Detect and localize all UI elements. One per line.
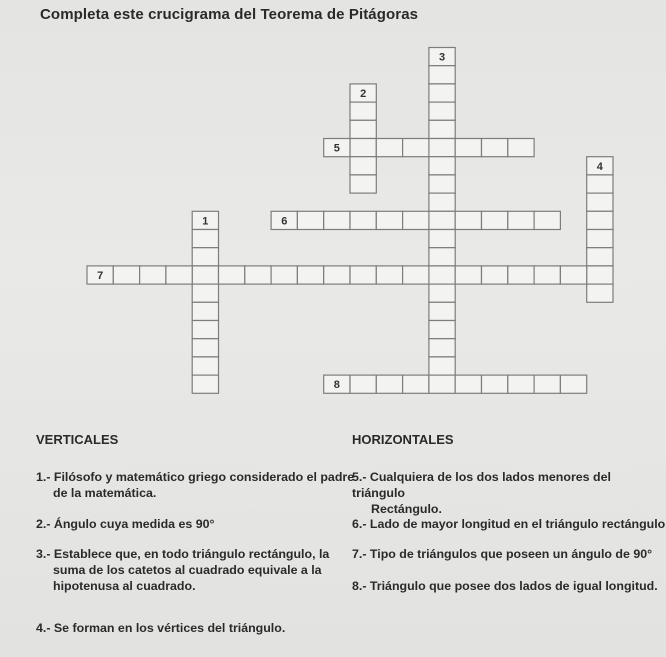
crossword-cell[interactable]	[350, 102, 376, 120]
crossword-cell[interactable]	[429, 284, 455, 302]
clue-line: 3.- Establece que, en todo triángulo rectángulo, la	[36, 547, 330, 561]
crossword-cell[interactable]	[429, 339, 455, 357]
crossword-cell[interactable]	[587, 230, 613, 248]
crossword-cell[interactable]	[587, 211, 613, 229]
clue-line: 2.- Ángulo cuya medida es 90°	[36, 517, 215, 531]
crossword-cell[interactable]	[403, 211, 429, 229]
crossword-cell[interactable]	[482, 375, 508, 393]
crossword-cell[interactable]	[587, 284, 613, 302]
crossword-cell[interactable]	[403, 139, 429, 157]
crossword-cell[interactable]	[508, 211, 534, 229]
crossword-cell[interactable]	[482, 211, 508, 229]
clue-number-label: 2	[360, 88, 367, 100]
crossword-cell[interactable]	[429, 120, 455, 138]
crossword-cell[interactable]	[219, 266, 245, 284]
clue-number-label: 8	[333, 379, 340, 392]
crossword-cell[interactable]	[429, 375, 455, 393]
crossword-cell[interactable]	[376, 266, 402, 284]
crossword-cell[interactable]	[560, 375, 586, 393]
clue-vertical-3	[36, 546, 329, 594]
crossword-cell[interactable]	[560, 266, 586, 284]
crossword-cell[interactable]	[403, 375, 429, 393]
crossword-cell[interactable]	[350, 120, 376, 138]
crossword-cell[interactable]	[429, 175, 455, 193]
horizontales-header: HORIZONTALES	[352, 432, 454, 447]
crossword-cell[interactable]	[192, 321, 218, 339]
clue-number-label: 7	[97, 270, 104, 282]
crossword-cell[interactable]	[192, 339, 218, 357]
crossword-cell[interactable]	[429, 84, 455, 102]
crossword-cell[interactable]	[297, 211, 323, 229]
crossword-cell[interactable]	[350, 139, 376, 157]
verticales-header: VERTICALES	[36, 432, 119, 447]
crossword-cell[interactable]	[429, 230, 455, 248]
clue-line: 5.- Cualquiera de los dos lados menores del triángulo	[352, 470, 611, 500]
crossword-cell[interactable]	[455, 139, 481, 157]
clue-line: de la matemática.	[53, 486, 157, 500]
crossword-cell[interactable]	[192, 375, 218, 393]
crossword-cell[interactable]	[324, 211, 350, 229]
clue-vertical-1	[36, 469, 354, 501]
clue-horizontal-8	[352, 578, 658, 594]
crossword-cell[interactable]	[587, 266, 613, 284]
crossword-cell[interactable]	[376, 139, 402, 157]
crossword-cell[interactable]	[455, 266, 481, 284]
clue-line: 4.- Se forman en los vértices del triángulo.	[36, 621, 286, 635]
crossword-cell[interactable]	[376, 375, 402, 393]
clue-number-label: 6	[281, 215, 288, 228]
crossword-cell[interactable]	[192, 302, 218, 320]
crossword-cell[interactable]	[508, 375, 534, 393]
crossword-cell[interactable]	[350, 375, 376, 393]
crossword-cell[interactable]	[271, 266, 297, 284]
clue-number-label: 4	[596, 160, 603, 173]
crossword-cell[interactable]	[140, 266, 166, 284]
clue-number-label: 3	[438, 51, 446, 64]
clue-line: 1.- Filósofo y matemático griego considerado el padre	[36, 470, 355, 484]
clue-number-label: 1	[202, 215, 209, 228]
crossword-cell[interactable]	[429, 66, 455, 84]
crossword-cell[interactable]	[192, 357, 218, 375]
crossword-cell[interactable]	[508, 139, 534, 157]
crossword-cell[interactable]	[429, 139, 455, 157]
crossword-cell[interactable]	[350, 157, 376, 175]
crossword-cell[interactable]	[297, 266, 323, 284]
crossword-cell[interactable]	[508, 266, 534, 284]
crossword-cell[interactable]	[324, 266, 350, 284]
crossword-cell[interactable]	[403, 266, 429, 284]
crossword-cell[interactable]	[192, 230, 218, 248]
crossword-cell[interactable]	[166, 266, 192, 284]
crossword-cell[interactable]	[534, 266, 560, 284]
clue-line: 6.- Lado de mayor longitud en el triángulo rectángulo	[352, 517, 666, 531]
clue-line: suma de los catetos al cuadrado equivale a la	[53, 563, 322, 577]
clue-line: hipotenusa al cuadrado.	[53, 579, 196, 593]
crossword-cell[interactable]	[429, 266, 455, 284]
crossword-cell[interactable]	[245, 266, 271, 284]
clue-number-label: 5	[333, 142, 340, 155]
crossword-cell[interactable]	[192, 266, 218, 284]
crossword-cell[interactable]	[350, 211, 376, 229]
crossword-cell[interactable]	[350, 266, 376, 284]
clue-line: 7.- Tipo de triángulos que poseen un ángulo de 90°	[352, 547, 653, 561]
clue-horizontal-7	[352, 546, 652, 562]
clue-horizontal-5	[352, 469, 666, 517]
crossword-cell[interactable]	[429, 357, 455, 375]
crossword-cell[interactable]	[429, 211, 455, 229]
crossword-cell[interactable]	[113, 266, 139, 284]
crossword-cell[interactable]	[192, 284, 218, 302]
clue-vertical-4	[36, 620, 285, 636]
crossword-cell[interactable]	[429, 321, 455, 339]
crossword-cell[interactable]	[429, 102, 455, 120]
crossword-cell[interactable]	[376, 211, 402, 229]
crossword-cell[interactable]	[534, 211, 560, 229]
crossword-cell[interactable]	[429, 302, 455, 320]
crossword-cell[interactable]	[429, 157, 455, 175]
crossword-cell[interactable]	[429, 248, 455, 266]
crossword-cell[interactable]	[192, 248, 218, 266]
clue-vertical-2	[36, 516, 214, 532]
crossword-cell[interactable]	[455, 375, 481, 393]
crossword-cell[interactable]	[534, 375, 560, 393]
clue-horizontal-6	[352, 516, 665, 532]
crossword-cell[interactable]	[482, 139, 508, 157]
crossword-cell[interactable]	[350, 175, 376, 193]
crossword-cell[interactable]	[482, 266, 508, 284]
crossword-cell[interactable]	[587, 248, 613, 266]
crossword-cell[interactable]	[455, 211, 481, 229]
clue-line: 8.- Triángulo que posee dos lados de igual longitud.	[352, 579, 658, 593]
crossword-cell[interactable]	[587, 193, 613, 211]
crossword-cell[interactable]	[587, 175, 613, 193]
crossword-cell[interactable]	[429, 193, 455, 211]
page-title: Completa este crucigrama del Teorema de Pitágoras	[40, 6, 419, 23]
clue-line: Rectángulo.	[371, 502, 442, 516]
